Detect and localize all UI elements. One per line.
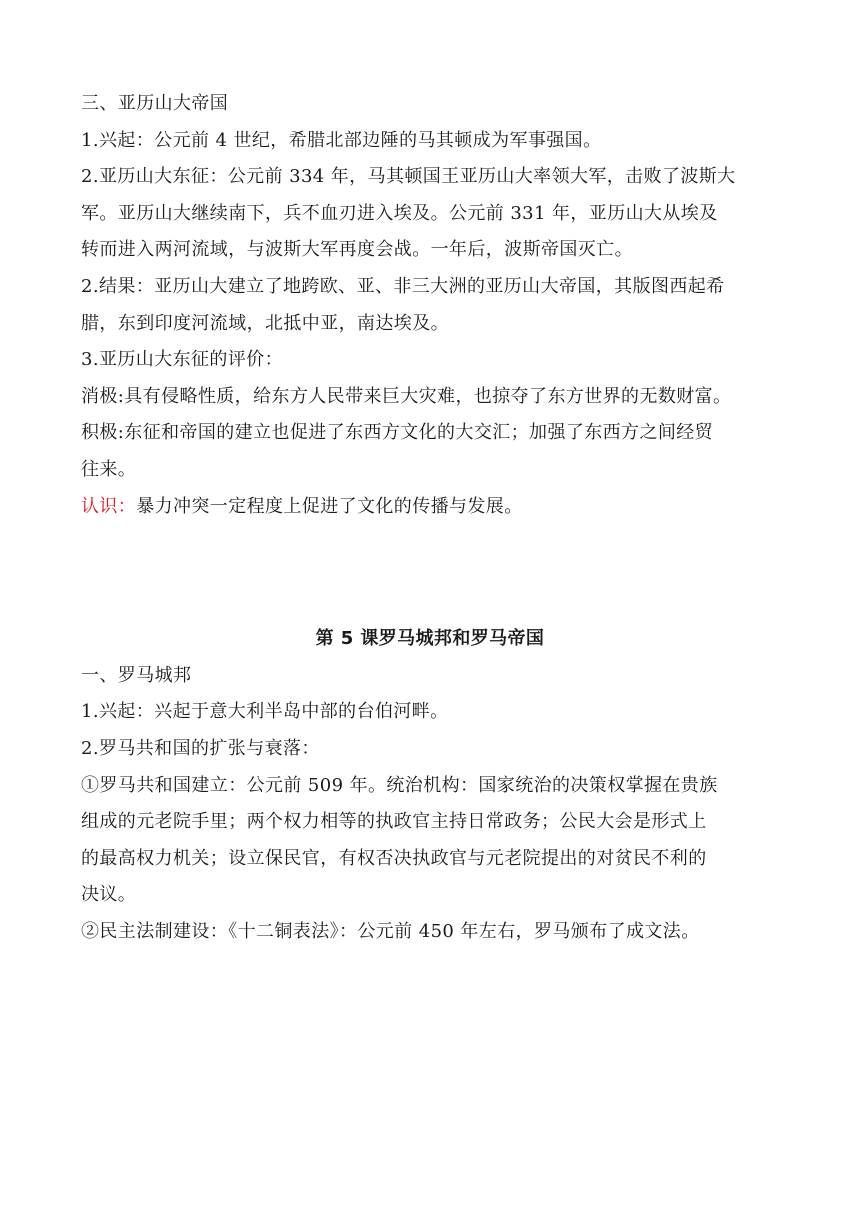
- paragraph-republic-line-3: 的最高权力机关；设立保民官，有权否决执政官与元老院提出的对贫民不利的: [81, 847, 707, 869]
- section-heading-alexander-empire: 三、亚历山大帝国: [81, 93, 229, 114]
- paragraph-republic-line-4: 决议。: [81, 884, 137, 906]
- paragraph-evaluation: 3.亚历山大东征的评价：: [81, 349, 283, 371]
- document-page: [81, 86, 779, 950]
- paragraph-result-line-1: 2.结果：亚历山大建立了地跨欧、亚、非三大洲的亚历山大帝国，其版图西起希: [81, 275, 725, 297]
- insight-label: 认识：: [81, 495, 137, 517]
- insight-text: 暴力冲突一定程度上促进了文化的传播与发展。: [136, 495, 523, 517]
- paragraph-negative: 消极:具有侵略性质，给东方人民带来巨大灾难，也掠夺了东方世界的无数财富。: [81, 385, 732, 407]
- paragraph-conquest-line-1: 2.亚历山大东征：公元前 334 年，马其顿国王亚历山大率领大军，击败了波斯大: [81, 166, 736, 188]
- paragraph-republic-line-2: 组成的元老院手里；两个权力相等的执政官主持日常政务；公民大会是形式上: [81, 811, 707, 833]
- section-heading-roman-city-state: 一、罗马城邦: [81, 664, 192, 686]
- paragraph-conquest-line-3: 转而进入两河流域，与波斯大军再度会战。一年后，波斯帝国灭亡。: [81, 239, 633, 261]
- paragraph-rise: 1.兴起：公元前 4 世纪，希腊北部边陲的马其顿成为军事强国。: [81, 129, 602, 151]
- paragraph-positive-line-1: 积极:东征和帝国的建立也促进了东西方文化的大交汇；加强了东西方之间经贸: [81, 422, 714, 444]
- lesson-title: 第 5 课罗马城邦和罗马帝国: [315, 628, 545, 650]
- paragraph-law: ②民主法制建设：《十二铜表法》：公元前 450 年左右，罗马颁布了成文法。: [81, 920, 700, 942]
- paragraph-positive-line-2: 往来。: [81, 458, 137, 480]
- paragraph-republic-line-1: ①罗马共和国建立：公元前 509 年。统治机构：国家统治的决策权掌握在贵族: [81, 774, 718, 796]
- section-spacer: [81, 525, 779, 621]
- paragraph-insight: [81, 489, 779, 526]
- paragraph-result-line-2: 腊，东到印度河流域，北抵中亚，南达埃及。: [81, 312, 449, 334]
- paragraph-conquest-line-2: 军。亚历山大继续南下，兵不血刃进入埃及。公元前 331 年，亚历山大从埃及: [81, 202, 718, 224]
- paragraph-republic-expansion: 2.罗马共和国的扩张与衰落：: [81, 737, 320, 759]
- paragraph-roman-rise: 1.兴起：兴起于意大利半岛中部的台伯河畔。: [81, 701, 449, 723]
